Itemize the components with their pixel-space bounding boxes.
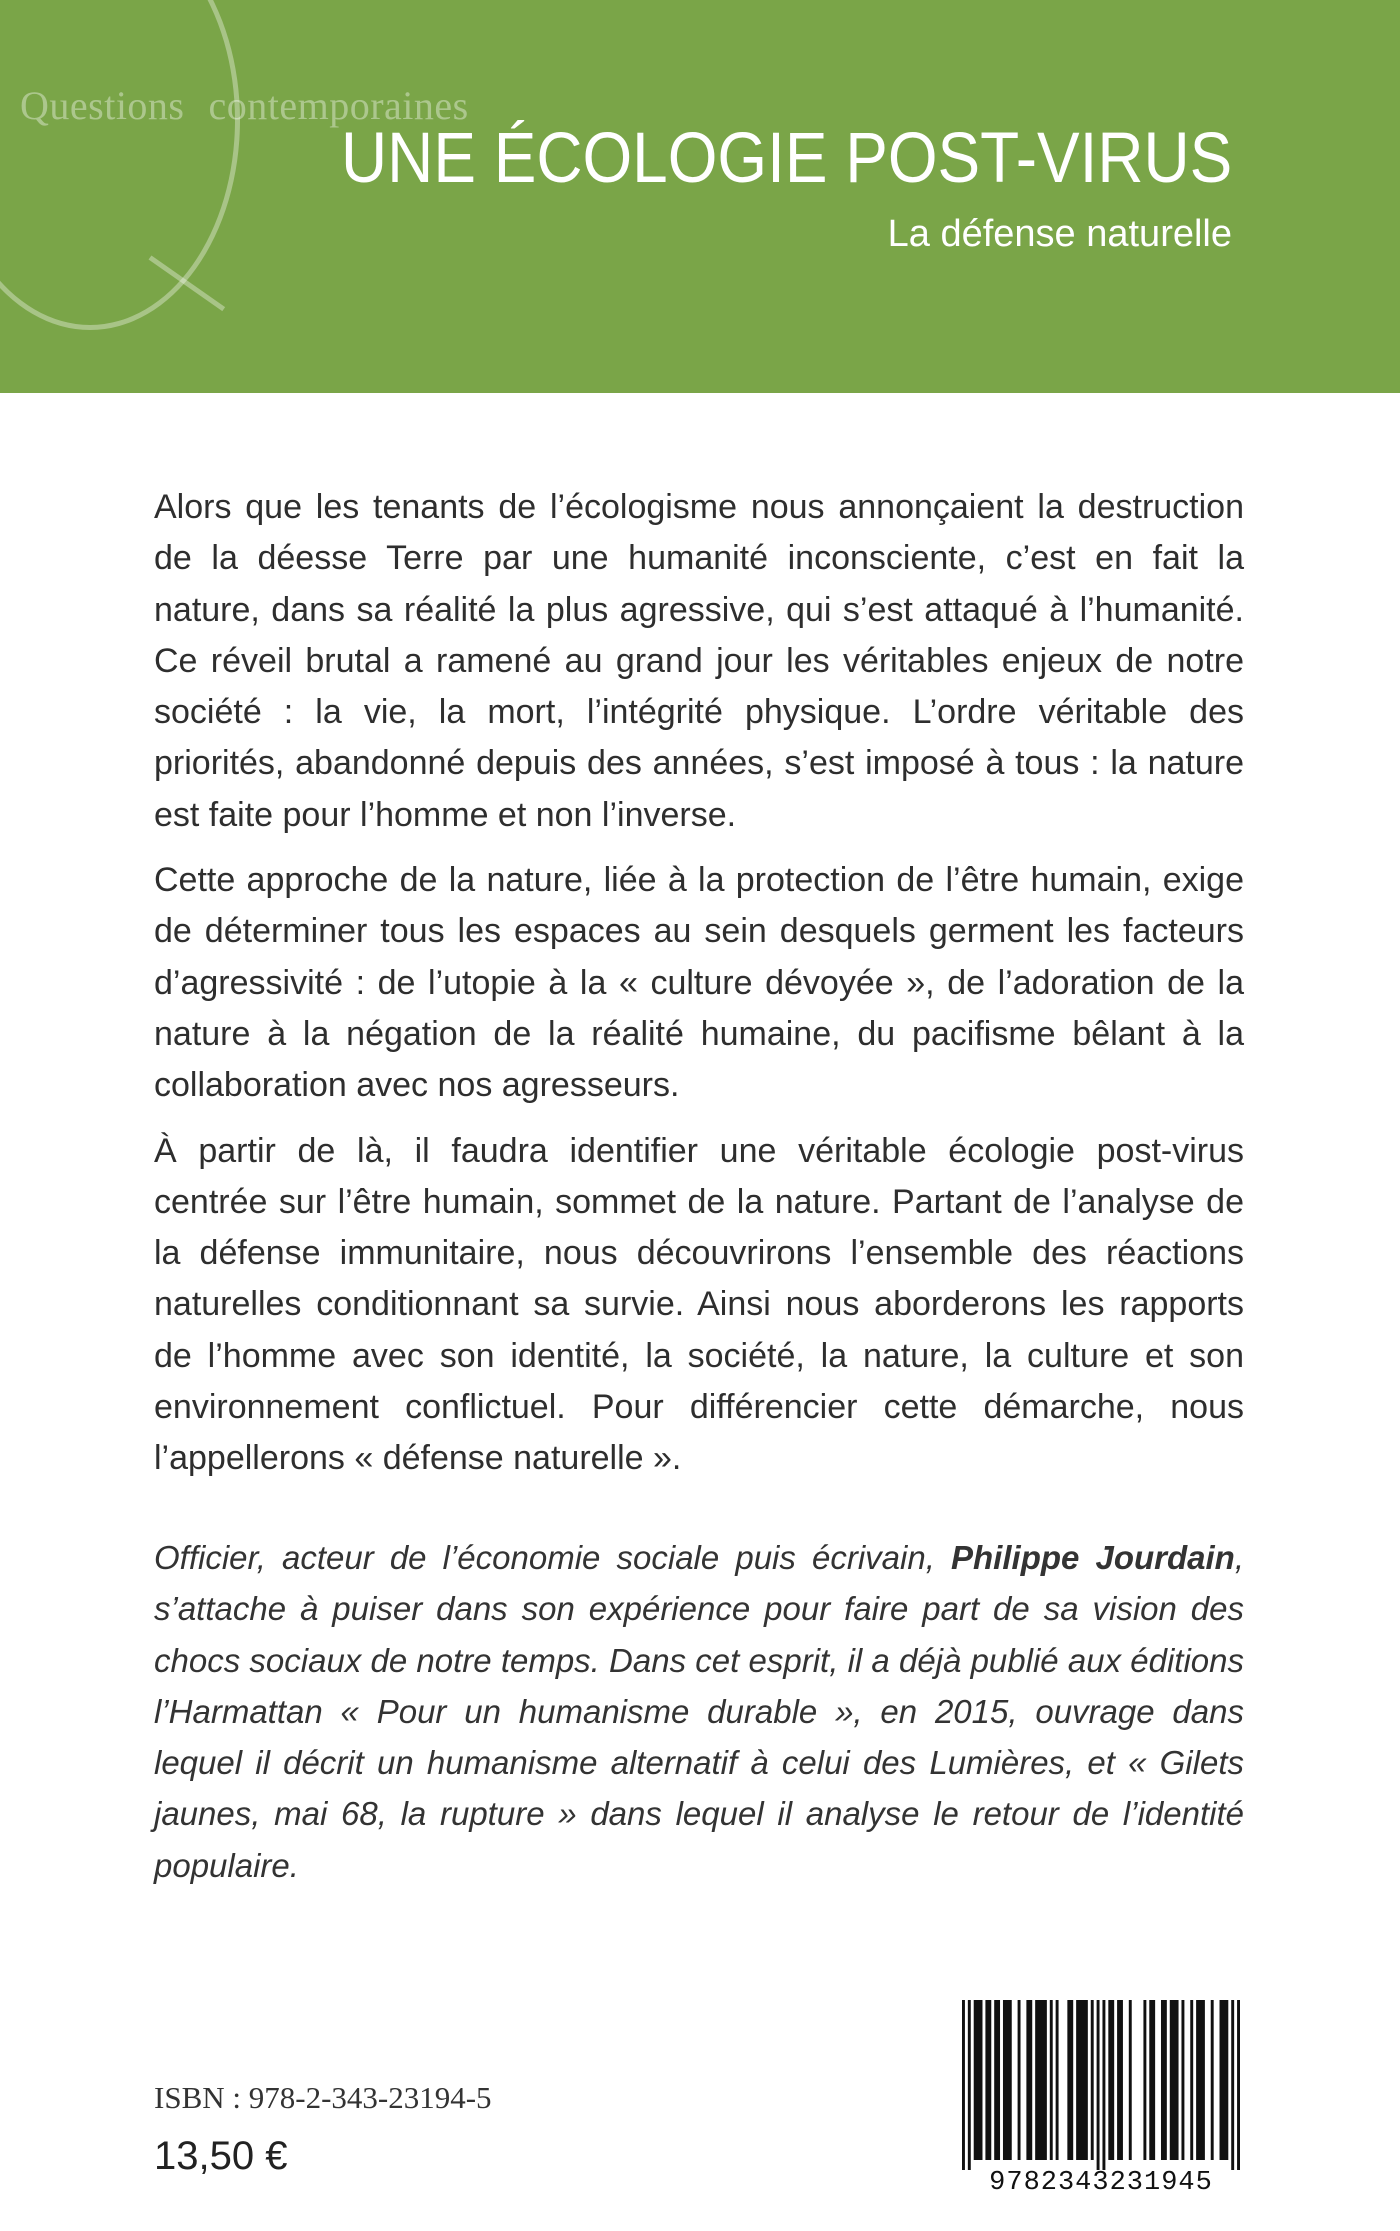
barcode-bar [1056, 2000, 1059, 2160]
barcode-bar [1035, 2000, 1047, 2160]
barcode-bar [994, 2000, 1000, 2160]
series-word-questions: Questions [20, 83, 185, 128]
barcode-bar [985, 2000, 991, 2160]
series-word-contemporaines: contemporaines [208, 83, 469, 128]
price: 13,50 € [154, 2134, 288, 2178]
barcode-bar [1108, 2000, 1114, 2160]
bio-text: , s’attache à puiser dans son expérience pour faire part de sa vision des chocs sociaux de notre temps. Dans cet esprit, il a déjà publié aux éditions l’Harmattan « Pour un humanisme durable », en 2015, ouvrage dans lequel il décrit un humanisme alternatif à celui des Lumières, et « Gilets jaunes, mai 68, la rupture » dans lequel il analyse le retour de l’identité populaire. [154, 1539, 1244, 1884]
barcode-bar [1003, 2000, 1012, 2160]
barcode-bars [962, 2000, 1240, 2170]
barcode-bar [1097, 2000, 1100, 2170]
barcode-bar [1196, 2000, 1205, 2160]
barcode-bar [1067, 2000, 1073, 2160]
barcode-bar [1220, 2000, 1229, 2160]
blurb [154, 482, 1244, 1499]
barcode-bar [1190, 2000, 1193, 2160]
barcode-bar [1076, 2000, 1088, 2160]
cover-header [0, 0, 1400, 393]
blurb-paragraph-3: À partir de là, il faudra identifier une véritable écologie post-virus centrée sur l’être humain, sommet de la nature. Partant de l’analyse de la défense immunitaire, nous découvrirons l’ensemble des réactions naturelles conditionnant sa survie. Ainsi nous aborderons les rapports de l’homme avec son identité, la société, la nature, la culture et son environnement conflictuel. Pour différencier cette démarche, nous l’appellerons « défense naturelle ». [154, 1131, 1244, 1478]
barcode-bar [1117, 2000, 1123, 2160]
bio-intro: Officier, acteur de l’économie sociale puis écrivain, [154, 1539, 952, 1576]
barcode-bar [1102, 2000, 1105, 2170]
book-title: UNE ÉCOLOGIE POST-VIRUS [340, 119, 1232, 198]
barcode-bar [962, 2000, 965, 2170]
book-subtitle: La défense naturelle [887, 213, 1232, 255]
barcode [962, 2000, 1240, 2200]
blurb-paragraph-2: Cette approche de la nature, liée à la protection de l’être humain, exige de déterminer tous les espaces au sein desquels germent les facteurs d’agressivité : de l’utopie à la « culture dévoyée », de l’adoration de la nature à la négation de la réalité humaine, du pacifisme bêlant à la collaboration avec nos agresseurs. [154, 861, 1244, 1105]
barcode-digits: 9782343231945 [989, 2168, 1213, 2198]
barcode-bar [1181, 2000, 1184, 2160]
barcode-bar [1050, 2000, 1053, 2160]
isbn: ISBN : 978-2-343-23194-5 [154, 2080, 492, 2115]
barcode-bar [1170, 2000, 1179, 2160]
blurb-paragraph-1: Alors que les tenants de l’écologisme nous annonçaient la destruction de la déesse Terre par une humanité inconsciente, c’est en fait la nature, dans sa réalité la plus agressive, qui s’est attaqué à l’humanité. Ce réveil brutal a ramené au grand jour les véritables enjeux de notre société : la vie, la mort, l’intégrité physique. L’ordre véritable des priorités, abandonné depuis des années, s’est imposé à tous : la nature est faite pour l’homme et non l’inverse. [154, 488, 1244, 834]
author-bio [154, 1532, 1244, 1891]
barcode-bar [974, 2000, 983, 2160]
barcode-bar [1129, 2000, 1132, 2160]
barcode-bar [1237, 2000, 1240, 2170]
author-name: Philippe Jourdain [951, 1539, 1235, 1576]
barcode-bar [968, 2000, 971, 2170]
barcode-bar [1161, 2000, 1167, 2160]
barcode-bar [1231, 2000, 1234, 2170]
barcode-bar [1143, 2000, 1146, 2160]
barcode-bar [1026, 2000, 1032, 2160]
barcode-bar [1211, 2000, 1214, 2160]
barcode-bar [1149, 2000, 1155, 2160]
barcode-bar [1018, 2000, 1021, 2160]
barcode-bar [1091, 2000, 1094, 2160]
series-q-logo [0, 0, 240, 330]
